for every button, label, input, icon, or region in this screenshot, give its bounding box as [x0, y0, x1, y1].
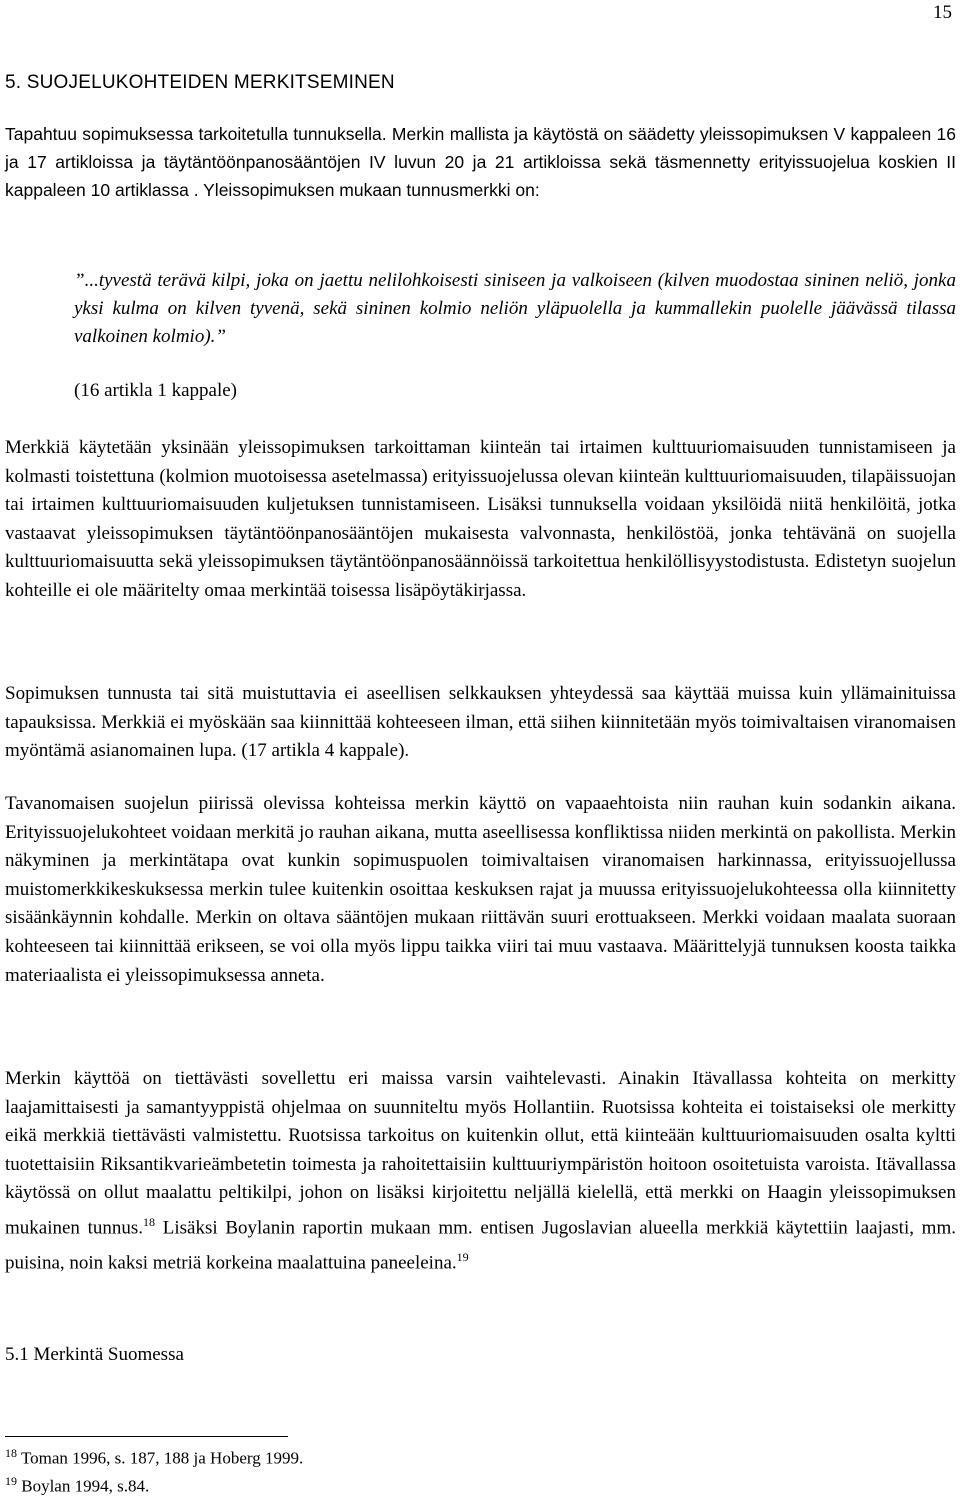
footnote-18	[5, 1446, 303, 1469]
quote-reference: (16 artikla 1 kappale)	[74, 380, 238, 401]
page-number: 15	[933, 2, 952, 23]
paragraph-restrictions: Sopimuksen tunnusta tai sitä muistuttavia ei aseellisen selkkauksen yhteydessä saa käyttää muissa kuin yllämainituissa tapauksissa. Merkkiä ei myöskään saa kiinnittää kohteeseen ilman, että siihen kiinnitetään myös toimivaltaisen viranomaisen myöntämä asianomainen lupa. (17 artikla 4 kappale).	[5, 683, 956, 762]
footnote-19	[5, 1474, 149, 1497]
footnote-text: Toman 1996, s. 187, 188 ja Hoberg 1999.	[17, 1448, 304, 1468]
footnote-divider	[5, 1436, 288, 1437]
paragraph-text-part1: Merkin käyttöä on tiettävästi sovellettu eri maissa varsin vaihtelevasti. Ainakin Itävallassa kohteita on merkitty laajamittaisesti ja samantyyppistä ohjelmaa on suunniteltu myös Hollantiin. Ruotsissa kohteita ei toistaiseksi ole merkitty eikä merkkiä tiettävästi valmistettu. Ruotsissa tarkoitus on kuitenkin ollut, että kiinteään kulttuuriomaisuuden osalta kyltti tuotettaisiin Riksantikvarieämbetetin toimesta ja rahoitettaisiin kulttuuriympäristön hoitoon osoitetuista varoista. Itävallassa käytössä on ollut maalattu peltikilpi, johon on lisäksi kirjoitettu neljällä kielellä, että merkki on Haagin yleissopimuksen mukainen tunnus.	[5, 1068, 956, 1239]
footnote-ref-18: 18	[143, 1214, 156, 1229]
footnote-number: 18	[5, 1446, 17, 1460]
paragraph-text-part2: Lisäksi Boylanin raportin mukaan mm. entisen Jugoslavian alueella merkkiä käytettiin laajasti, mm. puisina, noin kaksi metriä korkeina maalattuina paneeleina.	[5, 1217, 956, 1274]
footnote-number: 19	[5, 1474, 17, 1488]
footnote-text: Boylan 1994, s.84.	[17, 1476, 150, 1496]
paragraph-usage: Merkkiä käytetään yksinään yleissopimuksen tarkoittaman kiinteän tai irtaimen kulttuuriomaisuuden tunnistamiseen ja kolmasti toistettuna (kolmion muotoisessa asetelmassa) erityissuojelussa olevan kiinteän kulttuuriomaisuuden, tilapäissuojan tai irtaimen kulttuuriomaisuuden kuljetuksen tunnistamiseen. Lisäksi tunnuksella voidaan yksilöidä niitä henkilöitä, jotka vastaavat yleissopimuksen täytäntöönpanosääntöjen mukaisesta valvonnasta, henkilöstöä, jonka tehtävänä on suojella kulttuuriomaisuutta sekä yleissopimuksen täytäntöönpanosäännöissä tarkoitettua henkilöllisyystodistusta. Edistetyn suojelun kohteille ei ole määritelty omaa merkintää toisessa lisäpöytäkirjassa.	[5, 437, 956, 601]
intro-paragraph: Tapahtuu sopimuksessa tarkoitetulla tunnuksella. Merkin mallista ja käytöstä on säädetty yleissopimuksen V kappaleen 16 ja 17 artikloissa ja täytäntöönpanosääntöjen IV luvun 20 ja 21 artikloissa sekä täsmennetty erityissuojelua koskien II kappaleen 10 artiklassa . Yleissopimuksen mukaan tunnusmerkki on:	[5, 124, 956, 200]
emblem-quote: ”...tyvestä terävä kilpi, joka on jaettu nelilohkoisesti siniseen ja valkoiseen (kilven muodostaa sininen neliö, jonka yksi kulma on kilven tyvenä, sekä sininen kolmio neliön yläpuolella ja kummallekin puolelle jäävässä tilassa valkoinen kolmio).”	[74, 270, 956, 347]
paragraph-international-practice	[5, 1065, 956, 1278]
footnote-ref-19: 19	[456, 1249, 469, 1264]
paragraph-marking-practice: Tavanomaisen suojelun piirissä olevissa kohteissa merkin käyttö on vapaaehtoista niin rauhan kuin sodankin aikana. Erityissuojelukohteet voidaan merkitä jo rauhan aikana, mutta aseellisessa konfliktissa niiden merkintä on pakollista. Merkin näkyminen ja merkintätapa ovat kunkin sopimuspuolen toimivaltaisen viranomaisen harkinnassa, erityissuojellussa muistomerkkikeskuksessa merkin tulee kuitenkin osoittaa keskuksen rajat ja muussa erityissuojelukohteessa olla kiinnitetty sisäänkäynnin kohdalle. Merkin on oltava sääntöjen mukaan riittävän suuri erottuakseen. Merkki voidaan maalata suoraan kohteeseen tai kiinnittää erikseen, se voi olla myös lippu taikka viiri tai muu vastaava. Määrittelyjä tunnuksen koosta taikka materiaalista ei yleissopimuksessa anneta.	[5, 793, 956, 986]
section-heading: 5. SUOJELUKOHTEIDEN MERKITSEMINEN	[5, 72, 395, 93]
subsection-heading: 5.1 Merkintä Suomessa	[5, 1344, 184, 1365]
